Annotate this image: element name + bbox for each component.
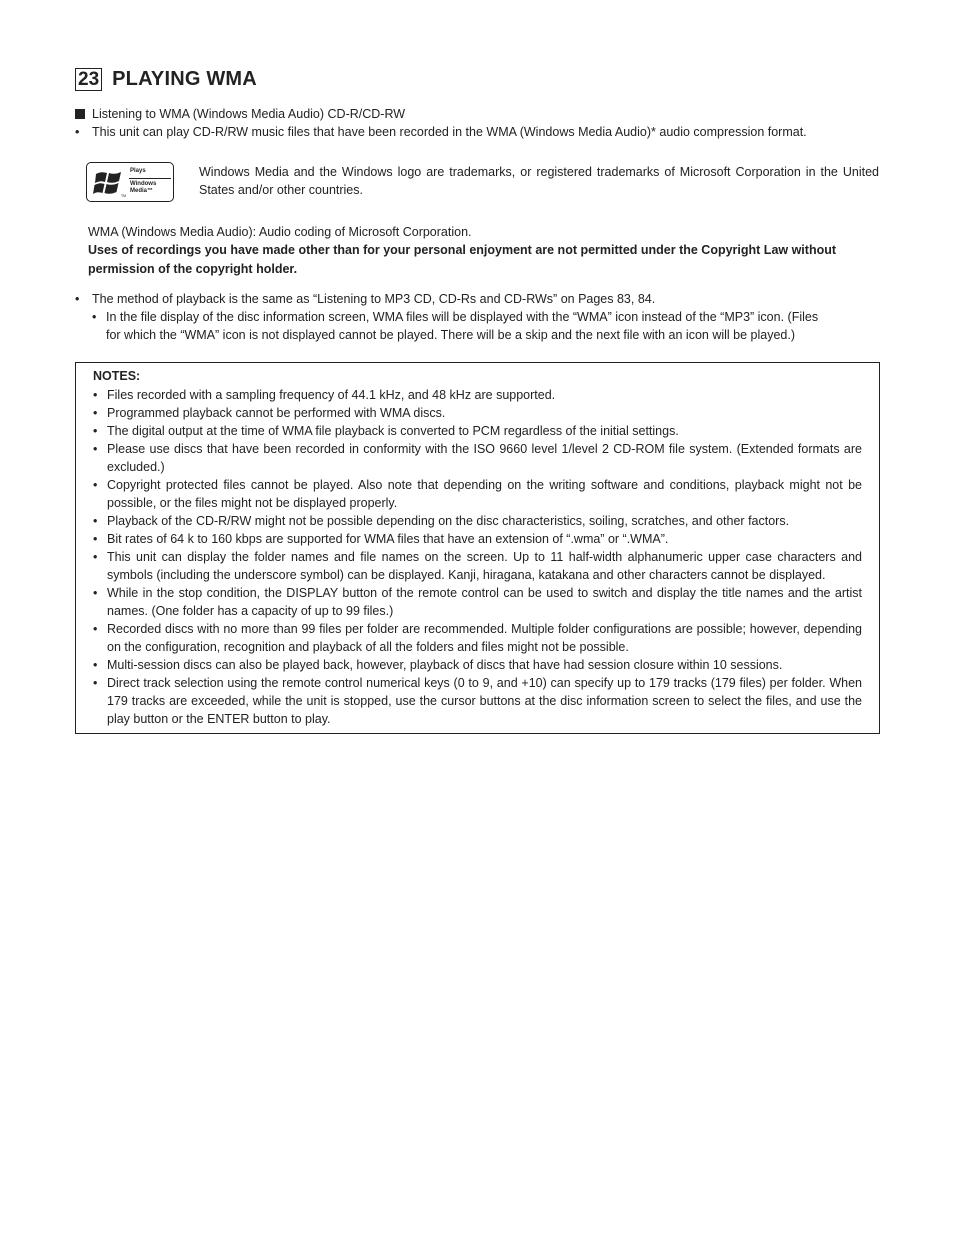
trademark-notice: Windows Media and the Windows logo are trademarks, or registered trademarks of Microsoft Corporation in the United States and/or other countries. [199, 165, 879, 197]
note-item: • Multi-session discs can also be played back, however, playback of discs that have had session closure within 10 sessions. [93, 656, 862, 674]
logo-divider [129, 178, 171, 179]
logo-windows-media-text: Windows Media™ [130, 181, 157, 194]
section-heading [75, 66, 257, 93]
note-item: • While in the stop condition, the DISPLAY button of the remote control can be used to switch and display the title names and the artist names. (One folder has a capacity of up to 99 files.) [93, 584, 862, 620]
notes-box [75, 362, 880, 734]
windows-flag-icon [92, 168, 126, 198]
method-sub-bullet: • In the file display of the disc information screen, WMA files will be displayed with the “WMA” icon instead of the “MP3” icon. (Files [92, 310, 819, 324]
logo-plays-text: Plays [130, 168, 146, 174]
note-item: • Bit rates of 64 k to 160 kbps are supported for WMA files that have an extension of “.wma” or “.WMA”. [93, 530, 862, 548]
intro-heading: Listening to WMA (Windows Media Audio) CD-R/CD-RW [75, 105, 405, 123]
note-item: • Programmed playback cannot be performed with WMA discs. [93, 404, 862, 422]
windows-media-logo [86, 162, 174, 202]
square-bullet-icon [75, 109, 85, 119]
method-bullet: • The method of playback is the same as “Listening to MP3 CD, CD-Rs and CD-RWs” on Pages 83, 84. [75, 292, 656, 306]
copyright-warning-line2: permission of the copyright holder. [88, 262, 298, 276]
method-sub-bullet-cont: for which the “WMA” icon is not displayed cannot be played. There will be a skip and the next file with an icon will be played.) [106, 328, 796, 342]
note-item: • The digital output at the time of WMA file playback is converted to PCM regardless of the initial settings. [93, 422, 862, 440]
note-item: • Copyright protected files cannot be played. Also note that depending on the writing software and conditions, playback might not be possible, or the files might not be displayed properly. [93, 476, 862, 512]
note-item: • Recorded discs with no more than 99 files per folder are recommended. Multiple folder configurations are possible; however, depending on the configuration, recognition and playback of all the folders and files might not be possible. [93, 620, 862, 656]
copyright-warning-line1: Uses of recordings you have made other than for your personal enjoyment are not permitted under the Copyright Law without [88, 243, 837, 257]
note-item: • Direct track selection using the remote control numerical keys (0 to 9, and +10) can specify up to 179 tracks (179 files) per folder. When 179 tracks are exceeded, while the unit is stopped, use the cursor buttons at the disc information screen to select the files, and use the play button or the ENTER button to play. [93, 674, 862, 728]
note-item: • Playback of the CD-R/RW might not be possible depending on the disc characteristics, soiling, scratches, and other factors. [93, 512, 862, 530]
note-item: • Files recorded with a sampling frequency of 44.1 kHz, and 48 kHz are supported. [93, 386, 862, 404]
note-item: • Please use discs that have been recorded in conformity with the ISO 9660 level 1/level 2 CD-ROM file system. (Extended formats are excluded.) [93, 440, 862, 476]
notes-title: NOTES: [93, 369, 141, 383]
note-item: • This unit can display the folder names and file names on the screen. Up to 11 half-width alphanumeric upper case characters and symbols (including the underscore symbol) can be displayed. Kanji, hiragana, katakana and other characters cannot be displayed. [93, 548, 862, 584]
svg-text:TM: TM [121, 194, 126, 198]
intro-bullet: • This unit can play CD-R/RW music files that have been recorded in the WMA (Windows Media Audio)* audio compression format. [75, 125, 807, 139]
notes-list [93, 386, 862, 728]
section-number: 23 [75, 68, 102, 91]
wma-definition: WMA (Windows Media Audio): Audio coding of Microsoft Corporation. [88, 225, 472, 239]
section-title: PLAYING WMA [112, 68, 257, 90]
